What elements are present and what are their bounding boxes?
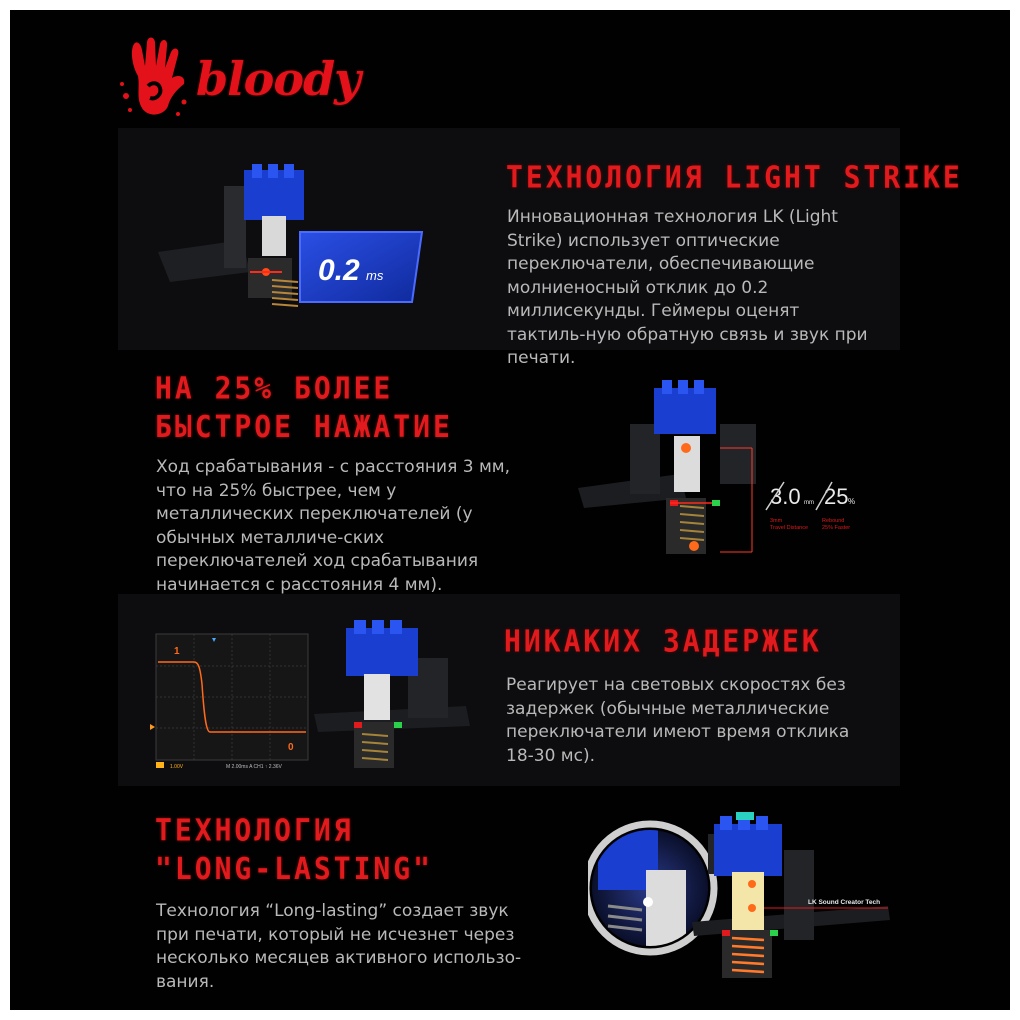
brand-logo bbox=[118, 36, 358, 126]
sound-creator-callout: LK Sound Creator Tech bbox=[808, 899, 881, 906]
section-2-heading bbox=[155, 369, 453, 447]
scope-channel-readout: 1.00V bbox=[170, 764, 184, 770]
scope-status-readout: M 2.00ms A CH1 ↑ 2.36V bbox=[226, 764, 282, 770]
rebound-caption-a: Rebound bbox=[822, 518, 845, 524]
section-2-text: Ход срабатывания - с расстояния 3 мм, что на 25% быстрее, чем у металлических переключателей (у обычных металличе-ских переключателей ход срабатывания начинается с расстояния 4 мм). bbox=[156, 457, 511, 595]
rebound-caption-b: 25% Faster bbox=[822, 525, 851, 531]
scope-low-label: 0 bbox=[288, 742, 294, 753]
section-4-heading-line-1: ТЕХНОЛОГИЯ bbox=[155, 812, 354, 848]
section-2-heading-line-1: НА 25% БОЛЕЕ bbox=[155, 370, 394, 406]
scope-high-label: 1 bbox=[174, 646, 180, 657]
long-lasting-switch-illustration bbox=[588, 810, 908, 980]
section-1-heading: ТЕХНОЛОГИЯ LIGHT STRIKE bbox=[506, 159, 963, 196]
travel-caption-a: 3mm bbox=[770, 518, 783, 524]
oscilloscope-and-switch-illustration bbox=[150, 614, 480, 774]
section-3-heading: НИКАКИХ ЗАДЕРЖЕК bbox=[504, 623, 822, 660]
section-2-heading-line-2: БЫСТРОЕ НАЖАТИЕ bbox=[155, 409, 453, 445]
hand-print-icon bbox=[118, 36, 192, 118]
brand-wordmark: bloody bbox=[196, 52, 360, 106]
section-4-heading bbox=[155, 811, 433, 889]
travel-distance-unit: mm bbox=[804, 500, 814, 506]
rebound-value: 25 bbox=[824, 484, 849, 509]
light-strike-switch-illustration bbox=[150, 160, 430, 320]
section-4-text: Технология “Long-lasting” создает звук при печати, который не исчезнет через несколько месяцев активного использо-вания. bbox=[156, 901, 522, 992]
response-time-unit: ms bbox=[366, 268, 384, 283]
actuation-distance-illustration bbox=[570, 378, 870, 578]
response-time-value: 0.2 bbox=[318, 254, 360, 287]
travel-caption-b: Travel Distance bbox=[770, 525, 809, 531]
product-banner bbox=[10, 10, 1010, 1010]
section-1-text: Инновационная технология LK (Light Strike) использует оптические переключатели, обеспечивающие молниеносный отклик до 0.2 миллисекунды. Геймеры оценят тактиль-ную обратную связь и звук при печати. bbox=[507, 207, 868, 368]
travel-distance-value: 3.0 bbox=[770, 484, 801, 509]
rebound-unit: % bbox=[848, 497, 856, 506]
section-4-heading-line-2: "LONG-LASTING" bbox=[155, 851, 434, 887]
section-3-text: Реагирует на световых скоростях без задержек (обычные металлические переключатели имеют время отклика 18-30 мс). bbox=[506, 675, 850, 766]
